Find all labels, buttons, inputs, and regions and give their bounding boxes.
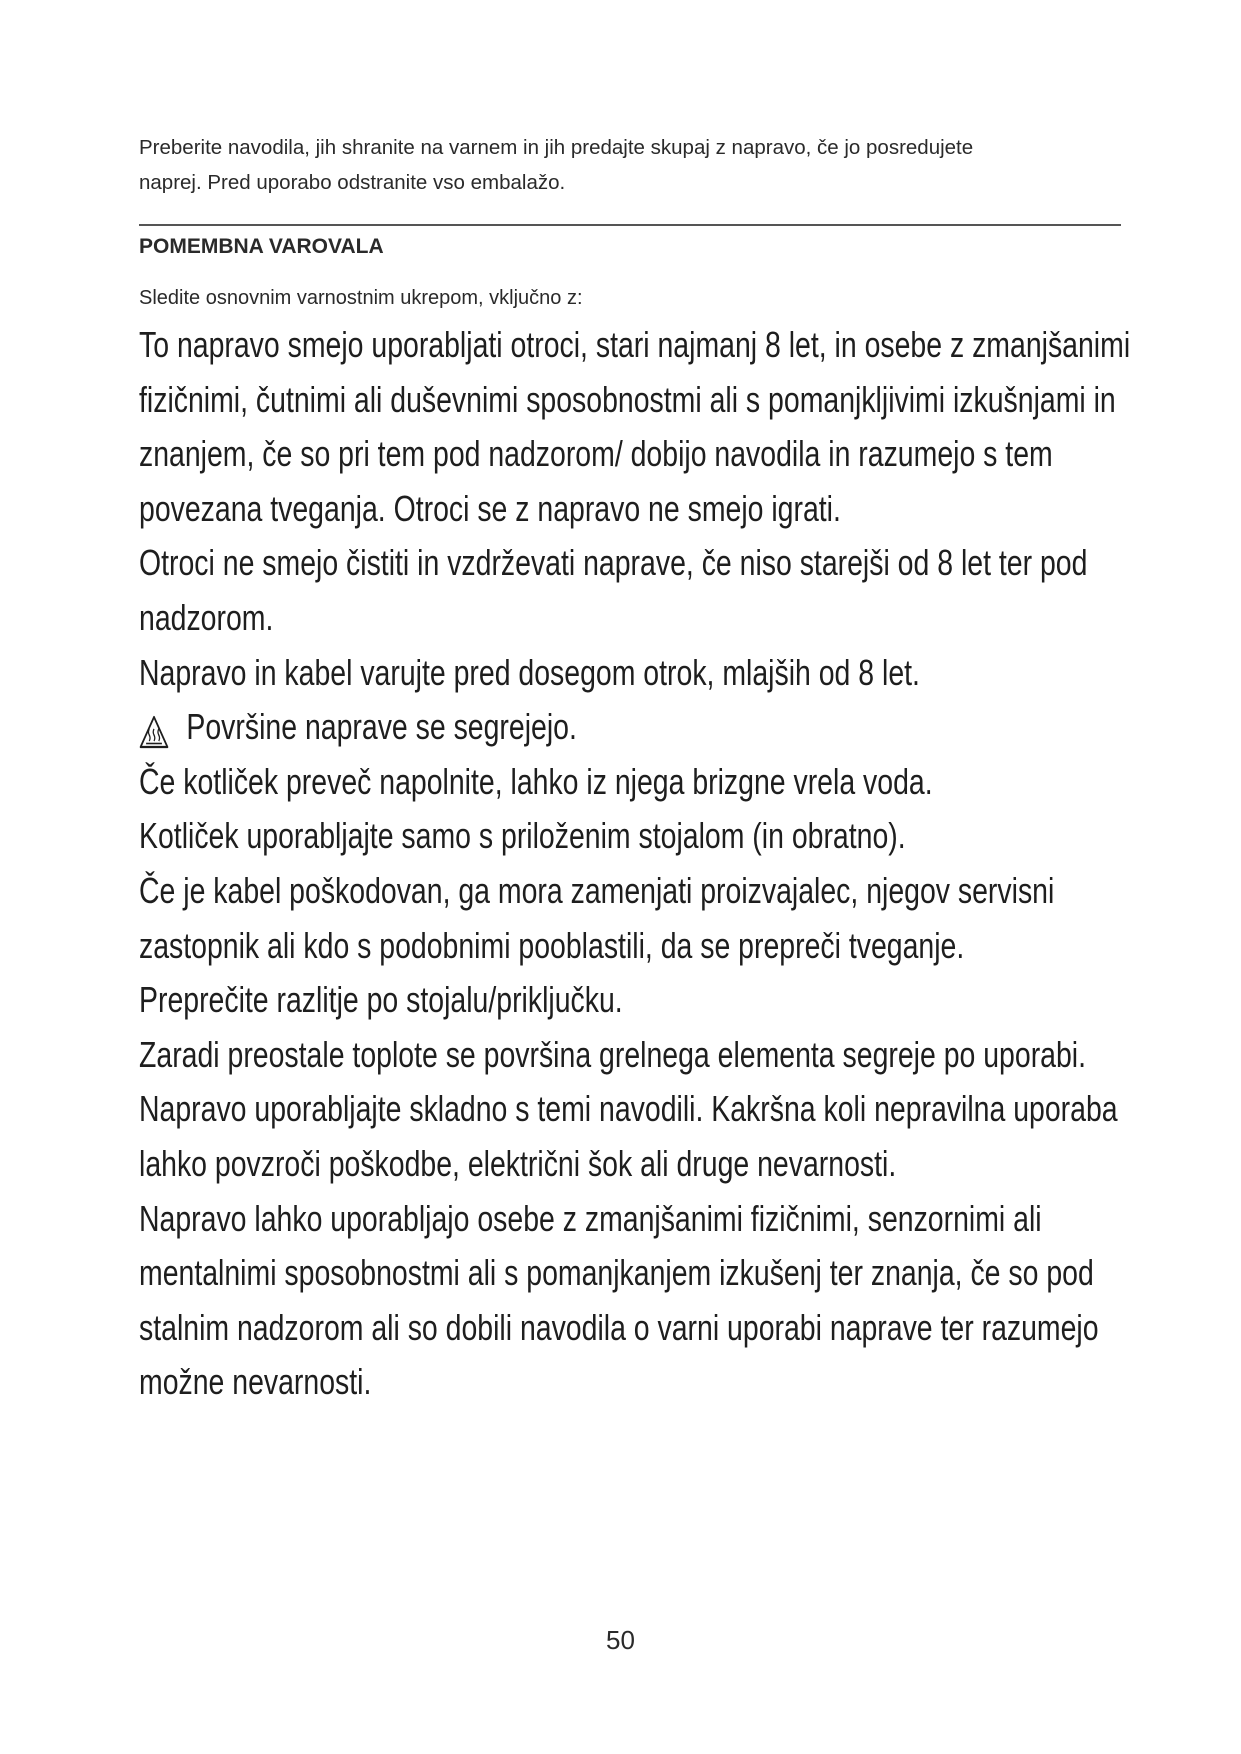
section-lead: Sledite osnovnim varnostnim ukrepom, vključno z: xyxy=(139,287,583,309)
safety-item-6: Kotliček uporabljajte samo s priloženim stojalom (in obratno). xyxy=(139,815,906,857)
safety-item-11: Napravo lahko uporabljajo osebe z zmanjšanimi fizičnimi, senzornimi ali mentalnimi sposobnostmi ali s pomanjkanjem izkušenj ter znanja, če so pod stalnim nadzorom ali so dobili navodila o varni uporabi naprave ter razumejo možne nevarnosti. xyxy=(139,1197,1099,1403)
safety-item-4-text: Površine naprave se segrejejo. xyxy=(186,706,577,748)
safety-item-5: Če kotliček preveč napolnite, lahko iz njega brizgne vrela voda. xyxy=(139,760,933,802)
safety-item-2: Otroci ne smejo čistiti in vzdrževati naprave, če niso starejši od 8 let ter pod nadzorom. xyxy=(139,542,1088,638)
safety-item-9: Zaradi preostale toplote se površina grelnega elementa segreje po uporabi. xyxy=(139,1033,1087,1075)
safety-list xyxy=(139,318,1139,1410)
safety-item-3: Napravo in kabel varujte pred dosegom otrok, mlajših od 8 let. xyxy=(139,651,920,693)
safety-item-10: Napravo uporabljajte skladno s temi navodili. Kakršna koli nepravilna uporaba lahko povzroči poškodbe, električni šok ali druge nevarnosti. xyxy=(139,1088,1118,1184)
safety-item-4 xyxy=(139,700,1142,755)
intro-line-1: Preberite navodila, jih shranite na varnem in jih predajte skupaj z napravo, če jo posredujete xyxy=(139,136,974,159)
safety-item-1: To napravo smejo uporabljati otroci, stari najmanj 8 let, in osebe z zmanjšanimi fizičnimi, čutnimi ali duševnimi sposobnostmi ali s pomanjkljivimi izkušnjami in znanjem, če so pri tem pod nadzorom/ dobijo navodila in razumejo s tem povezana tveganja. Otroci se z napravo ne smejo igrati. xyxy=(139,324,1131,529)
section-heading: POMEMBNA VAROVALA xyxy=(139,235,384,258)
safety-item-7: Če je kabel poškodovan, ga mora zamenjati proizvajalec, njegov servisni zastopnik ali kdo s podobnimi pooblastili, da se prepreči tveganje. xyxy=(139,869,1055,966)
intro-line-2: naprej. Pred uporabo odstranite vso embalažo. xyxy=(139,171,566,194)
hot-surface-warning-icon xyxy=(139,710,169,744)
page-number: 50 xyxy=(606,1625,635,1655)
safety-item-8: Preprečite razlitje po stojalu/priključku. xyxy=(139,979,623,1021)
intro-paragraph xyxy=(139,130,1119,200)
section-divider xyxy=(139,224,1121,226)
